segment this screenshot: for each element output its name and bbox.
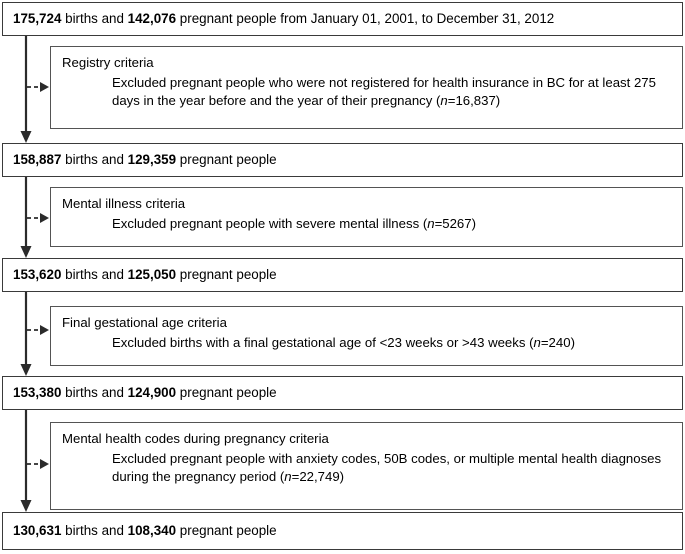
criteria-box-mental-health-codes — [50, 422, 683, 510]
criteria-box-gestational-age — [50, 306, 683, 366]
criteria-n-value: =5267) — [434, 216, 476, 232]
criteria-box-registry — [50, 46, 683, 129]
cohort-births-count: 175,724 — [13, 10, 62, 26]
criteria-body — [62, 334, 674, 352]
criteria-body — [62, 74, 674, 109]
criteria-title: Registry criteria — [62, 55, 154, 70]
cohort-births-count: 153,620 — [13, 266, 62, 282]
criteria-n-symbol: n — [533, 335, 541, 351]
criteria-body-text: Excluded pregnant people with anxiety codes, 50B codes, or multiple mental health diagnoses during the pregnancy period ( — [112, 451, 662, 484]
criteria-n-value: =16,837) — [447, 92, 501, 108]
cohort-mid-text: births and — [61, 522, 128, 538]
criteria-n-symbol: n — [284, 468, 292, 484]
cohort-tail-text: pregnant people — [176, 266, 277, 282]
cohort-tail-text: pregnant people — [176, 151, 277, 167]
criteria-body-text: Excluded pregnant people who were not registered for health insurance in BC for at least 275 days in the year before and the year of their pregnancy ( — [112, 75, 656, 108]
criteria-box-mental-illness — [50, 187, 683, 247]
criteria-n-value: =22,749) — [291, 468, 345, 484]
cohort-text — [3, 267, 277, 284]
cohort-mid-text: births and — [61, 151, 128, 167]
cohort-box-after-mental-illness — [2, 258, 683, 292]
cohort-births-count: 153,380 — [13, 384, 62, 400]
connector-segment-2 — [21, 177, 50, 258]
criteria-body — [62, 215, 674, 233]
cohort-text — [3, 523, 277, 540]
criteria-title: Final gestational age criteria — [62, 315, 227, 330]
criteria-body-text: Excluded pregnant people with severe mental illness ( — [112, 216, 428, 232]
cohort-tail-text: pregnant people — [176, 522, 277, 538]
criteria-body — [62, 450, 674, 485]
cohort-mid-text: births and — [61, 10, 128, 26]
cohort-box-after-registry — [2, 143, 683, 177]
cohort-people-count: 124,900 — [127, 384, 177, 400]
cohort-births-count: 130,631 — [13, 522, 62, 538]
cohort-mid-text: births and — [61, 384, 128, 400]
cohort-births-count: 158,887 — [13, 151, 62, 167]
criteria-body-text: Excluded births with a final gestational age of <23 weeks or >43 weeks ( — [112, 335, 534, 351]
criteria-title: Mental health codes during pregnancy criteria — [62, 431, 329, 446]
cohort-tail-text: pregnant people from January 01, 2001, to December 31, 2012 — [176, 10, 555, 26]
criteria-title: Mental illness criteria — [62, 196, 186, 211]
cohort-text — [3, 11, 554, 28]
cohort-people-count: 108,340 — [127, 522, 177, 538]
cohort-people-count: 129,359 — [127, 151, 177, 167]
criteria-n-value: =240) — [540, 335, 575, 351]
cohort-text — [3, 385, 277, 402]
connector-segment-3 — [21, 292, 50, 376]
cohort-mid-text: births and — [61, 266, 128, 282]
cohort-people-count: 142,076 — [127, 10, 177, 26]
criteria-n-symbol: n — [440, 92, 448, 108]
cohort-text — [3, 152, 277, 169]
criteria-n-symbol: n — [427, 216, 435, 232]
cohort-tail-text: pregnant people — [176, 384, 277, 400]
connector-segment-4 — [21, 410, 50, 512]
cohort-people-count: 125,050 — [127, 266, 177, 282]
cohort-box-baseline — [2, 2, 683, 36]
connector-segment-1 — [21, 36, 50, 143]
cohort-box-after-gestational-age — [2, 376, 683, 410]
cohort-box-final — [2, 512, 683, 550]
